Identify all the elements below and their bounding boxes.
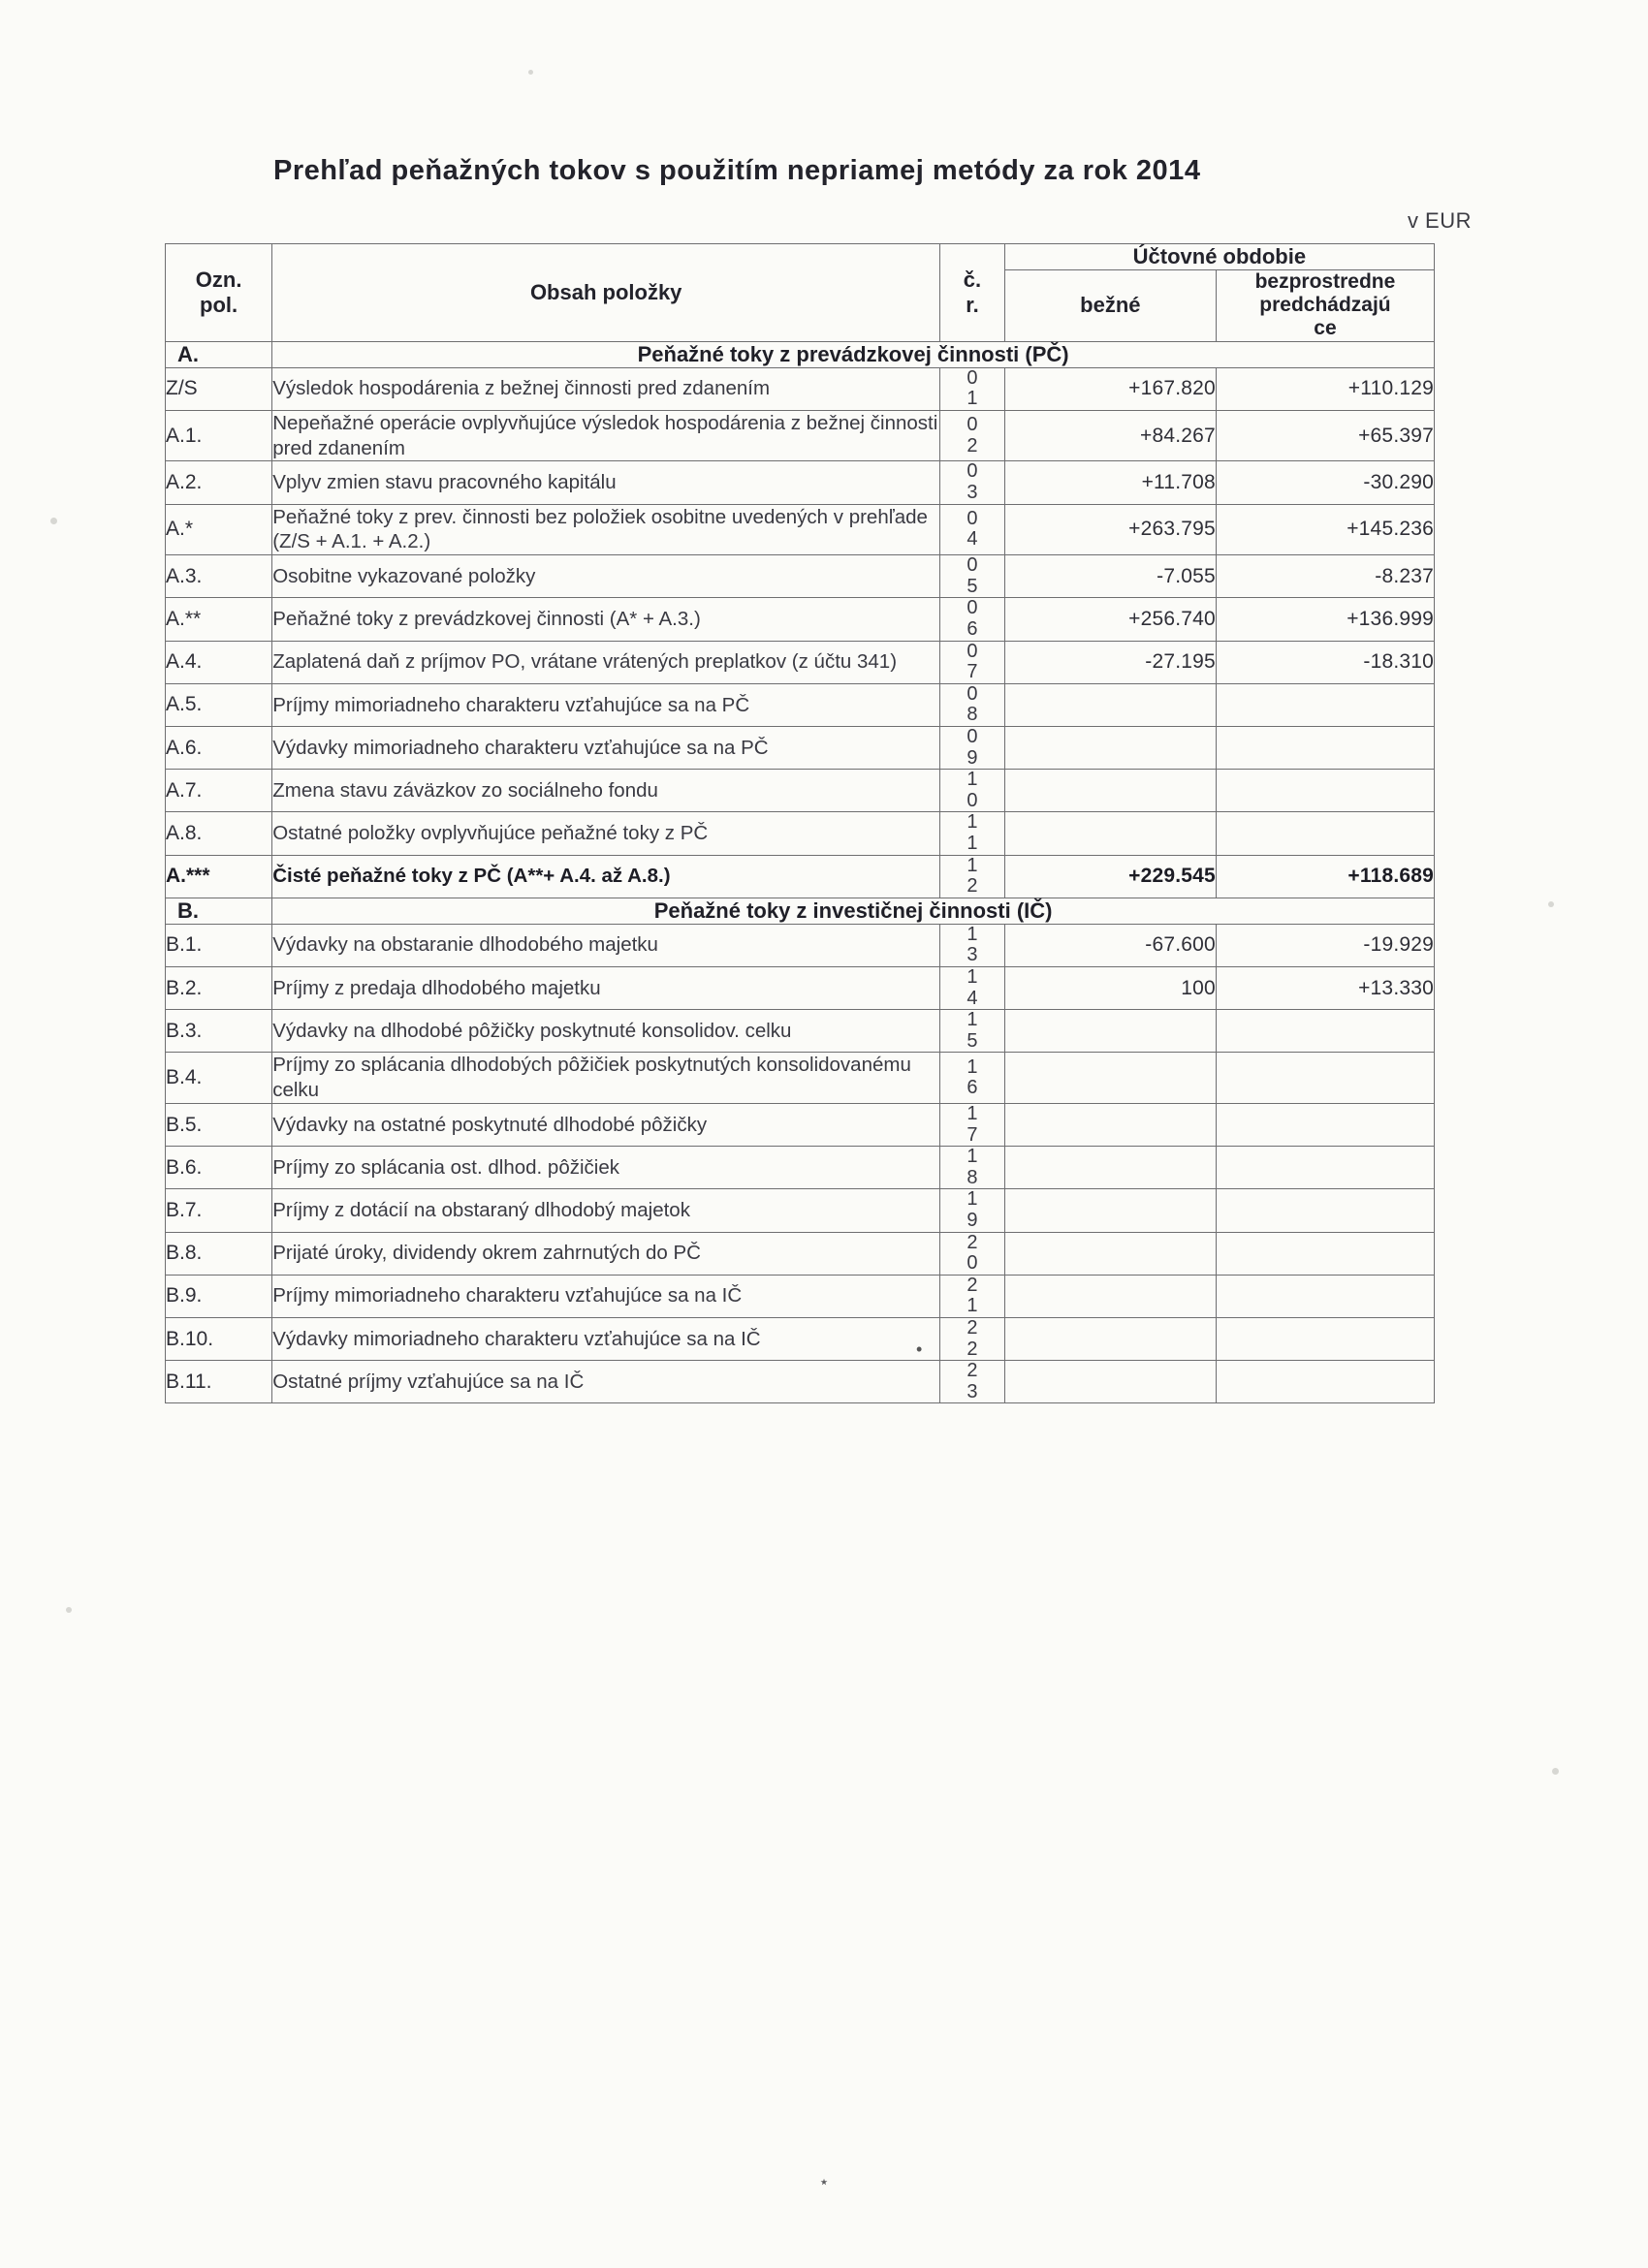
row-value-current (1004, 1361, 1216, 1403)
section-row (166, 898, 1435, 924)
row-number: 2 2 (940, 1317, 1005, 1360)
header-row-number (940, 244, 1005, 342)
row-description: Príjmy z dotácií na obstaraný dlhodobý majetok (272, 1189, 940, 1232)
row-value-previous (1216, 1147, 1434, 1189)
row-ozn: A.6. (166, 727, 272, 770)
table-row (166, 1275, 1435, 1317)
header-prev-line3: ce (1314, 317, 1337, 340)
row-number: 0 7 (940, 641, 1005, 683)
row-value-previous (1216, 1232, 1434, 1275)
table-row (166, 410, 1435, 461)
row-description: Príjmy mimoriadneho charakteru vzťahujúce sa na PČ (272, 683, 940, 726)
row-ozn: A.5. (166, 683, 272, 726)
row-value-previous (1216, 1053, 1434, 1104)
row-value-current (1004, 1104, 1216, 1147)
row-ozn: A.*** (166, 855, 272, 898)
row-ozn: B.11. (166, 1361, 272, 1403)
row-number: 0 5 (940, 555, 1005, 598)
row-ozn: B.2. (166, 966, 272, 1009)
row-number: 2 3 (940, 1361, 1005, 1403)
row-value-current (1004, 1317, 1216, 1360)
row-description: Ostatné príjmy vzťahujúce sa na IČ (272, 1361, 940, 1403)
row-description: Vplyv zmien stavu pracovného kapitálu (272, 461, 940, 504)
row-number: 1 4 (940, 966, 1005, 1009)
row-number: 0 8 (940, 683, 1005, 726)
row-ozn: B.9. (166, 1275, 272, 1317)
section-ozn: A. (166, 341, 272, 367)
row-value-current: +256.740 (1004, 598, 1216, 641)
row-number: 1 6 (940, 1053, 1005, 1104)
table-row (166, 1317, 1435, 1360)
row-value-previous (1216, 727, 1434, 770)
row-value-current (1004, 727, 1216, 770)
row-value-current: +167.820 (1004, 367, 1216, 410)
row-value-previous (1216, 1010, 1434, 1053)
row-description: Ostatné položky ovplyvňujúce peňažné toky z PČ (272, 812, 940, 855)
row-value-previous: +118.689 (1216, 855, 1434, 898)
row-ozn: B.8. (166, 1232, 272, 1275)
header-row-top (166, 244, 1435, 270)
row-value-current (1004, 1147, 1216, 1189)
row-description: Čisté peňažné toky z PČ (A**+ A.4. až A.8.) (272, 855, 940, 898)
header-cr-line1: č. (963, 268, 982, 293)
table-row (166, 812, 1435, 855)
row-value-current (1004, 1010, 1216, 1053)
section-ozn: B. (166, 898, 272, 924)
row-value-current (1004, 1053, 1216, 1104)
table-body (166, 341, 1435, 1403)
row-number: 0 1 (940, 367, 1005, 410)
table-row (166, 1232, 1435, 1275)
row-description: Peňažné toky z prev. činnosti bez položiek osobitne uvedených v prehľade (Z/S + A.1. + A.2.) (272, 504, 940, 555)
row-value-previous: -18.310 (1216, 641, 1434, 683)
row-description: Príjmy zo splácania dlhodobých pôžičiek poskytnutých konsolidovanému celku (272, 1053, 940, 1104)
row-value-current (1004, 1232, 1216, 1275)
row-value-previous (1216, 1317, 1434, 1360)
row-number: 1 1 (940, 812, 1005, 855)
row-description: Výdavky mimoriadneho charakteru vzťahujúce sa na IČ (272, 1317, 940, 1360)
header-cr-line2: r. (966, 292, 979, 317)
header-prev-line1: bezprostredne (1254, 269, 1396, 293)
row-number: 0 6 (940, 598, 1005, 641)
table-row (166, 1147, 1435, 1189)
row-ozn: A.2. (166, 461, 272, 504)
row-description: Výdavky na obstaranie dlhodobého majetku (272, 924, 940, 966)
header-obsah: Obsah položky (272, 244, 940, 342)
table-row (166, 555, 1435, 598)
table-row (166, 598, 1435, 641)
row-ozn: B.7. (166, 1189, 272, 1232)
table-row (166, 504, 1435, 555)
currency-unit-label: v EUR (1407, 208, 1472, 233)
row-description: Prijaté úroky, dividendy okrem zahrnutých do PČ (272, 1232, 940, 1275)
row-value-current (1004, 770, 1216, 812)
row-ozn: B.6. (166, 1147, 272, 1189)
row-value-previous: +65.397 (1216, 410, 1434, 461)
row-value-current (1004, 812, 1216, 855)
table-row (166, 461, 1435, 504)
row-ozn: B.3. (166, 1010, 272, 1053)
row-value-previous: +13.330 (1216, 966, 1434, 1009)
row-value-current: -67.600 (1004, 924, 1216, 966)
row-value-previous (1216, 683, 1434, 726)
table-row (166, 924, 1435, 966)
row-value-previous (1216, 812, 1434, 855)
row-value-current: -27.195 (1004, 641, 1216, 683)
row-number: 0 3 (940, 461, 1005, 504)
table-row (166, 1010, 1435, 1053)
table-row (166, 641, 1435, 683)
row-number: 1 0 (940, 770, 1005, 812)
footer-artifact: ⋆ (818, 2172, 830, 2191)
table-row (166, 727, 1435, 770)
row-value-current: +84.267 (1004, 410, 1216, 461)
row-ozn: B.5. (166, 1104, 272, 1147)
row-value-previous (1216, 1104, 1434, 1147)
cash-flow-table (165, 243, 1435, 1403)
row-ozn: A.4. (166, 641, 272, 683)
row-ozn: B.4. (166, 1053, 272, 1104)
row-ozn: A.7. (166, 770, 272, 812)
row-number: 1 2 (940, 855, 1005, 898)
table-header (166, 244, 1435, 342)
row-description: Príjmy zo splácania ost. dlhod. pôžičiek (272, 1147, 940, 1189)
row-number: 1 5 (940, 1010, 1005, 1053)
row-ozn: A.8. (166, 812, 272, 855)
row-value-previous: +110.129 (1216, 367, 1434, 410)
row-value-current: +229.545 (1004, 855, 1216, 898)
row-description: Príjmy mimoriadneho charakteru vzťahujúce sa na IČ (272, 1275, 940, 1317)
row-description: Príjmy z predaja dlhodobého majetku (272, 966, 940, 1009)
table-row (166, 1104, 1435, 1147)
row-value-current (1004, 683, 1216, 726)
row-value-current (1004, 1189, 1216, 1232)
header-current-period: bežné (1004, 269, 1216, 341)
row-value-previous: +145.236 (1216, 504, 1434, 555)
page-title: Prehľad peňažných tokov s použitím nepriamej metódy za rok 2014 (273, 155, 1201, 186)
row-number: 0 4 (940, 504, 1005, 555)
row-value-previous (1216, 1189, 1434, 1232)
header-period-group: Účtovné obdobie (1004, 244, 1434, 270)
table-row (166, 1053, 1435, 1104)
row-number: 0 9 (940, 727, 1005, 770)
row-value-previous (1216, 1275, 1434, 1317)
row-value-current: 100 (1004, 966, 1216, 1009)
row-value-current (1004, 1275, 1216, 1317)
table-row (166, 855, 1435, 898)
row-value-previous: +136.999 (1216, 598, 1434, 641)
row-ozn: B.1. (166, 924, 272, 966)
row-number: 1 3 (940, 924, 1005, 966)
row-value-current: +11.708 (1004, 461, 1216, 504)
row-value-previous: -8.237 (1216, 555, 1434, 598)
table-row (166, 683, 1435, 726)
header-prev-line2: predchádzajú (1259, 293, 1391, 316)
row-value-previous (1216, 1361, 1434, 1403)
table-row (166, 1189, 1435, 1232)
row-description: Zmena stavu záväzkov zo sociálneho fondu (272, 770, 940, 812)
row-ozn: B.10. (166, 1317, 272, 1360)
row-value-previous (1216, 770, 1434, 812)
row-number: 1 9 (940, 1189, 1005, 1232)
section-row (166, 341, 1435, 367)
row-number: 1 8 (940, 1147, 1005, 1189)
row-number: 2 0 (940, 1232, 1005, 1275)
row-description: Výdavky na dlhodobé pôžičky poskytnuté konsolidov. celku (272, 1010, 940, 1053)
row-description: Výdavky mimoriadneho charakteru vzťahujúce sa na PČ (272, 727, 940, 770)
section-title: Peňažné toky z investičnej činnosti (IČ) (272, 898, 1435, 924)
row-description: Nepeňažné operácie ovplyvňujúce výsledok hospodárenia z bežnej činnosti pred zdanením (272, 410, 940, 461)
row-ozn: A.1. (166, 410, 272, 461)
table-row (166, 1361, 1435, 1403)
row-ozn: A.** (166, 598, 272, 641)
row-description: Peňažné toky z prevádzkovej činnosti (A* + A.3.) (272, 598, 940, 641)
row-value-current: -7.055 (1004, 555, 1216, 598)
row-value-current: +263.795 (1004, 504, 1216, 555)
row-ozn: A.* (166, 504, 272, 555)
row-description: Osobitne vykazované položky (272, 555, 940, 598)
header-ozn-line1: Ozn. (195, 268, 242, 293)
row-value-previous: -30.290 (1216, 461, 1434, 504)
table-row (166, 966, 1435, 1009)
row-ozn: A.3. (166, 555, 272, 598)
row-number: 2 1 (940, 1275, 1005, 1317)
row-number: 1 7 (940, 1104, 1005, 1147)
row-description: Výsledok hospodárenia z bežnej činnosti pred zdanením (272, 367, 940, 410)
section-title: Peňažné toky z prevádzkovej činnosti (PČ) (272, 341, 1435, 367)
row-number: 0 2 (940, 410, 1005, 461)
header-previous-period (1216, 269, 1434, 341)
row-value-previous: -19.929 (1216, 924, 1434, 966)
table-row (166, 770, 1435, 812)
header-ozn (166, 244, 272, 342)
document-body: Prehľad peňažných tokov s použitím nepriamej metódy za rok 2014 v EUR Ozn. pol. Obsah položky č. r. Účtovné obdobie bežné bezprostredne predchádzajú ce A. Peňažné toky z prevádzkovej činnosti (PČ) Z/S Výsledok hospodárenia z bežnej činnosti pred zdanením 0 1 +167.820 +110.129 A.1. Nepeňažné operácie ovplyvňujúce výsledok hospodárenia z bežnej činnosti pred zdanením 0 2 +84.267 +65.397 A.2. Vplyv zmien stavu pracovného kapitálu 0 3 +11.708 -30.290 A.* Peňažné toky z prev. činnosti bez položiek osobitne uvedených v prehľade (Z/S + A.1. + A.2.) 0 4 +263.795 +145.236 A.3. Osobitne vykazované položky 0 5 -7.055 -8.237 A.** Peňažné toky z prevádzkovej činnosti (A* + A.3.) 0 6 +256.740 +136.999 A.4. Zaplatená daň z príjmov PO, vrátane vrátených preplatkov (z účtu 341) 0 7 -27.195 -18.310 A.5. Príjmy mimoriadneho charakteru vzťahujúce sa na PČ 0 8 A.6. Výdavky mimoriadneho charakteru vzťahujúce sa na PČ 0 9 A.7. Zmena stavu záväzkov zo sociálneho fondu 1 0 A.8. Ostatné položky ovplyvňujúce peňažné toky z PČ 1 1 A.*** Čisté peňažné toky z PČ (A**+ A.4. až A.8.) 1 2 +229.545 +118.689 B. Peňažné toky z investičnej činnosti (IČ) B.1. Výdavky na obstaranie dlhodobého majetku 1 3 -67.600 -19.929 B.2. Príjmy z predaja dlhodobého majetku 1 4 100 +13.330 B.3. Výdavky na dlhodobé pôžičky poskytnuté konsolidov. celku 1 5 B.4. Príjmy zo splácania dlhodobých pôžičiek poskytnutých konsolidovanému celku 1 6 B.5. Výdavky na ostatné poskytnuté dlhodobé pôžičky 1 7 B.6. Príjmy zo splácania ost. dlhod. pôžičiek 1 8 B.7. Príjmy z dotácií na obstaraný dlhodobý majetok 1 9 B.8. Prijaté úroky, dividendy okrem zahrnutých do PČ 2 0 B.9. Príjmy mimoriadneho charakteru vzťahujúce sa na IČ 2 1 B.10. Výdavky mimoriadneho charakteru vzťahujúce sa na IČ 2 2 B.11. Ostatné príjmy vzťahujúce sa na IČ 2 3 • (165, 155, 1493, 1403)
row-ozn: Z/S (166, 367, 272, 410)
row-description: Výdavky na ostatné poskytnuté dlhodobé pôžičky (272, 1104, 940, 1147)
row-description: Zaplatená daň z príjmov PO, vrátane vrátených preplatkov (z účtu 341) (272, 641, 940, 683)
header-ozn-line2: pol. (200, 292, 238, 317)
table-row (166, 367, 1435, 410)
